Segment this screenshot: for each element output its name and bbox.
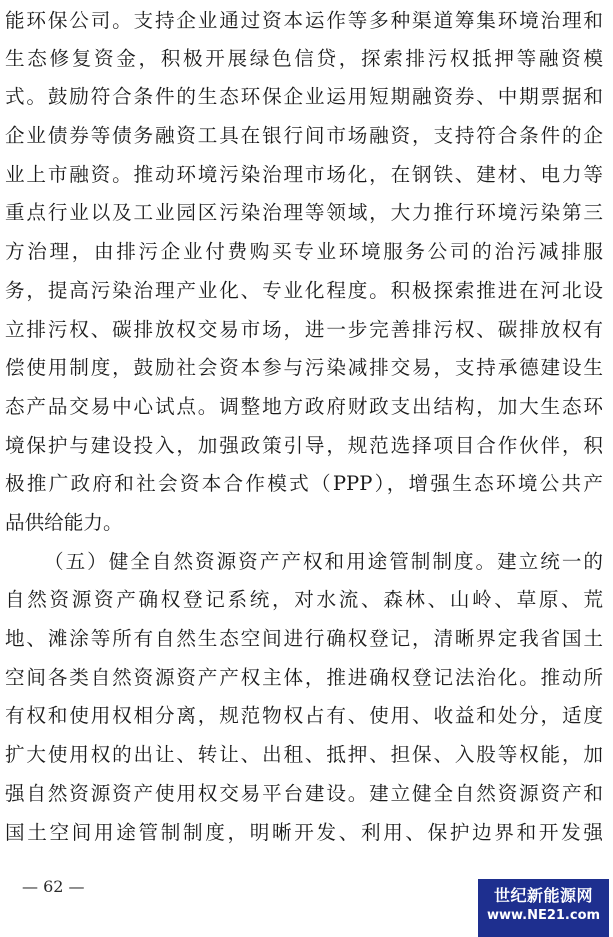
text-line: 扩大使用权的出让、转让、出租、抵押、担保、入股等权能，加 xyxy=(5,743,603,766)
text-line: 有权和使用权相分离，规范物权占有、使用、收益和处分，适度 xyxy=(5,704,603,727)
text-line: 极推广政府和社会资本合作模式（PPP），增强生态环境公共产 xyxy=(5,472,603,495)
text-line: 方治理，由排污企业付费购买专业环境服务公司的治污减排服 xyxy=(5,240,603,263)
section-heading-line: （五）健全自然资源资产产权和用途管制制度。建立统一的 xyxy=(44,550,603,573)
watermark-logo xyxy=(478,879,609,937)
text-line: 业上市融资。推动环境污染治理市场化，在钢铁、建材、电力等 xyxy=(5,163,603,186)
page-number: — 62 — xyxy=(22,877,85,896)
text-line: 品供给能力。 xyxy=(5,511,123,534)
text-line: 空间各类自然资源资产产权主体，推进确权登记法治化。推动所 xyxy=(5,666,603,689)
text-line: 式。鼓励符合条件的生态环保企业运用短期融资券、中期票据和 xyxy=(5,85,603,108)
text-line: 自然资源资产确权登记系统，对水流、森林、山岭、草原、荒 xyxy=(5,588,603,611)
text-line: 强自然资源资产使用权交易平台建设。建立健全自然资源资产和 xyxy=(5,782,603,805)
text-line: 境保护与建设投入，加强政策引导，规范选择项目合作伙伴，积 xyxy=(5,434,603,457)
watermark-title: 世纪新能源网 xyxy=(493,886,593,905)
text-line: 务，提高污染治理产业化、专业化程度。积极探索推进在河北设 xyxy=(5,279,603,302)
watermark-url: www.NE21.com xyxy=(486,908,601,923)
text-line: 重点行业以及工业园区污染治理等领域，大力推行环境污染第三 xyxy=(5,201,603,224)
text-line: 立排污权、碳排放权交易市场，进一步完善排污权、碳排放权有 xyxy=(5,318,603,341)
text-line: 态产品交易中心试点。调整地方政府财政支出结构，加大生态环 xyxy=(5,395,603,418)
text-line: 地、滩涂等所有自然生态空间进行确权登记，清晰界定我省国土 xyxy=(5,627,603,650)
text-line: 能环保公司。支持企业通过资本运作等多种渠道筹集环境治理和 xyxy=(5,9,603,32)
text-line: 生态修复资金，积极开展绿色信贷，探索排污权抵押等融资模 xyxy=(5,47,603,70)
text-line: 国土空间用途管制制度，明晰开发、利用、保护边界和开发强 xyxy=(5,821,603,844)
text-line: 企业债券等债务融资工具在银行间市场融资，支持符合条件的企 xyxy=(5,124,603,147)
text-line: 偿使用制度，鼓励社会资本参与污染减排交易，支持承德建设生 xyxy=(5,356,603,379)
